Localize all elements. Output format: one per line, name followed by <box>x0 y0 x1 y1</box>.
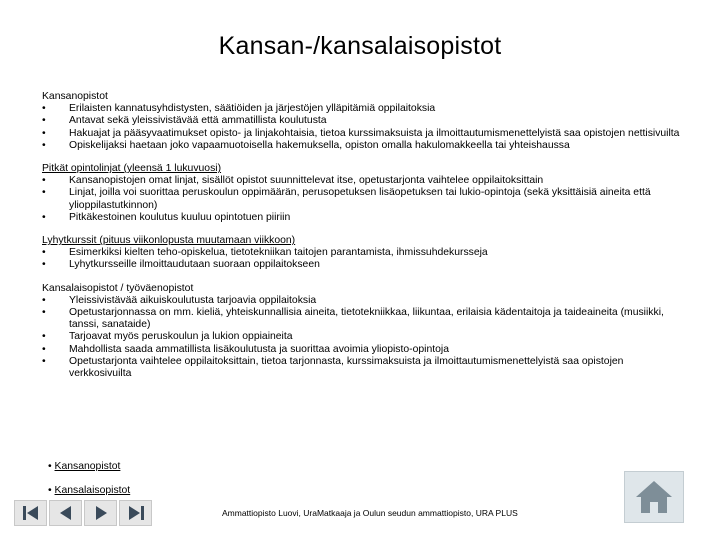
next-slide-button[interactable] <box>84 500 117 526</box>
section-pitkat-opintolinjat <box>42 163 682 224</box>
section-heading: Pitkät opintolinjat (yleensä 1 lukuvuosi) <box>42 163 222 175</box>
slide-content <box>42 91 682 391</box>
slide-title: Kansan-/kansalaisopistot <box>218 32 502 60</box>
previous-slide-button[interactable] <box>49 500 82 526</box>
section-heading: Kansanopistot <box>42 91 108 102</box>
list-item: • Yleissivistävää aikuiskoulutusta tarjoavia oppilaitoksia <box>42 294 317 306</box>
last-icon <box>125 504 147 522</box>
list-item: • Erilaisten kannatusyhdistysten, säätiöiden ja järjestöjen ylläpitämiä oppilaitoksia <box>42 103 436 115</box>
list-item: • Opetustarjonnassa on mm. kieliä, yhteiskunnallisia aineita, tietotekniikkaa, liikuntaa, erilaisia kädentaitoja ja taideaineita (musiikki, tanssi, sanataide) <box>42 307 664 331</box>
list-item: • Lyhytkursseille ilmoittaudutaan suoraan oppilaitokseen <box>42 259 320 271</box>
section-kansanopistot <box>42 91 682 152</box>
first-slide-button[interactable] <box>14 500 47 526</box>
list-item: • Hakuajat ja pääsyvaatimukset opisto- ja linjakohtaisia, tietoa kurssimaksuista ja ilmoittautumismenettelyistä saa opistojen nettisivuilta <box>42 127 680 139</box>
list-item: • Kansanopistojen omat linjat, sisällöt opistot suunnittelevat itse, opetustarjonta vaihtelee oppilaitoksittain <box>42 175 544 187</box>
list-item: • Esimerkiksi kielten teho-opiskelua, tietotekniikan taitojen parantamista, ihmissuhdekursseja <box>42 247 488 259</box>
home-icon <box>632 478 676 516</box>
home-button[interactable] <box>624 471 684 523</box>
list-item: • Opiskelijaksi haetaan joko vapaamuotoisella hakemuksella, opiston omalla hakulomakkeella tai yhteishaussa <box>42 139 570 151</box>
link-kansanopistot[interactable]: • Kansanopistot <box>48 461 121 472</box>
list-item: • Tarjoavat myös peruskoulun ja lukion oppiaineita <box>42 331 293 343</box>
section-heading: Lyhytkurssit (pituus viikonlopusta muutamaan viikkoon) <box>42 235 296 247</box>
list-item: • Mahdollista saada ammatillista lisäkoulutusta ja suorittaa avoimia yliopisto-opintoja <box>42 343 450 355</box>
previous-icon <box>55 504 77 522</box>
section-heading: Kansalaisopistot / työväenopistot <box>42 282 194 294</box>
first-icon <box>20 504 42 522</box>
last-slide-button[interactable] <box>119 500 152 526</box>
slide-navigation <box>14 500 152 526</box>
footer-text: Ammattiopisto Luovi, UraMatkaaja ja Oulun seudun ammattiopisto, URA PLUS <box>222 508 518 518</box>
section-lyhytkurssit <box>42 235 682 272</box>
next-icon <box>90 504 112 522</box>
list-item: • Opetustarjonta vaihtelee oppilaitoksittain, tietoa tarjonnasta, kurssimaksuista ja ilmoittautumismenettelyistä saa opistojen verkkosivuilta <box>42 355 624 380</box>
list-item: • Pitkäkestoinen koulutus kuuluu opintotuen piiriin <box>42 211 291 223</box>
list-item: • Linjat, joilla voi suorittaa peruskoulun oppimäärän, perusopetuksen lisäopetuksen tai lukio-opintoja (sekä yksittäisiä aineita että ylioppilastutkinnon) <box>42 187 651 211</box>
list-item: • Antavat sekä yleissivistävää että ammatillista koulutusta <box>42 115 327 127</box>
link-kansalaisopistot[interactable]: • Kansalaisopistot <box>48 485 131 496</box>
section-kansalaisopistot <box>42 283 682 381</box>
